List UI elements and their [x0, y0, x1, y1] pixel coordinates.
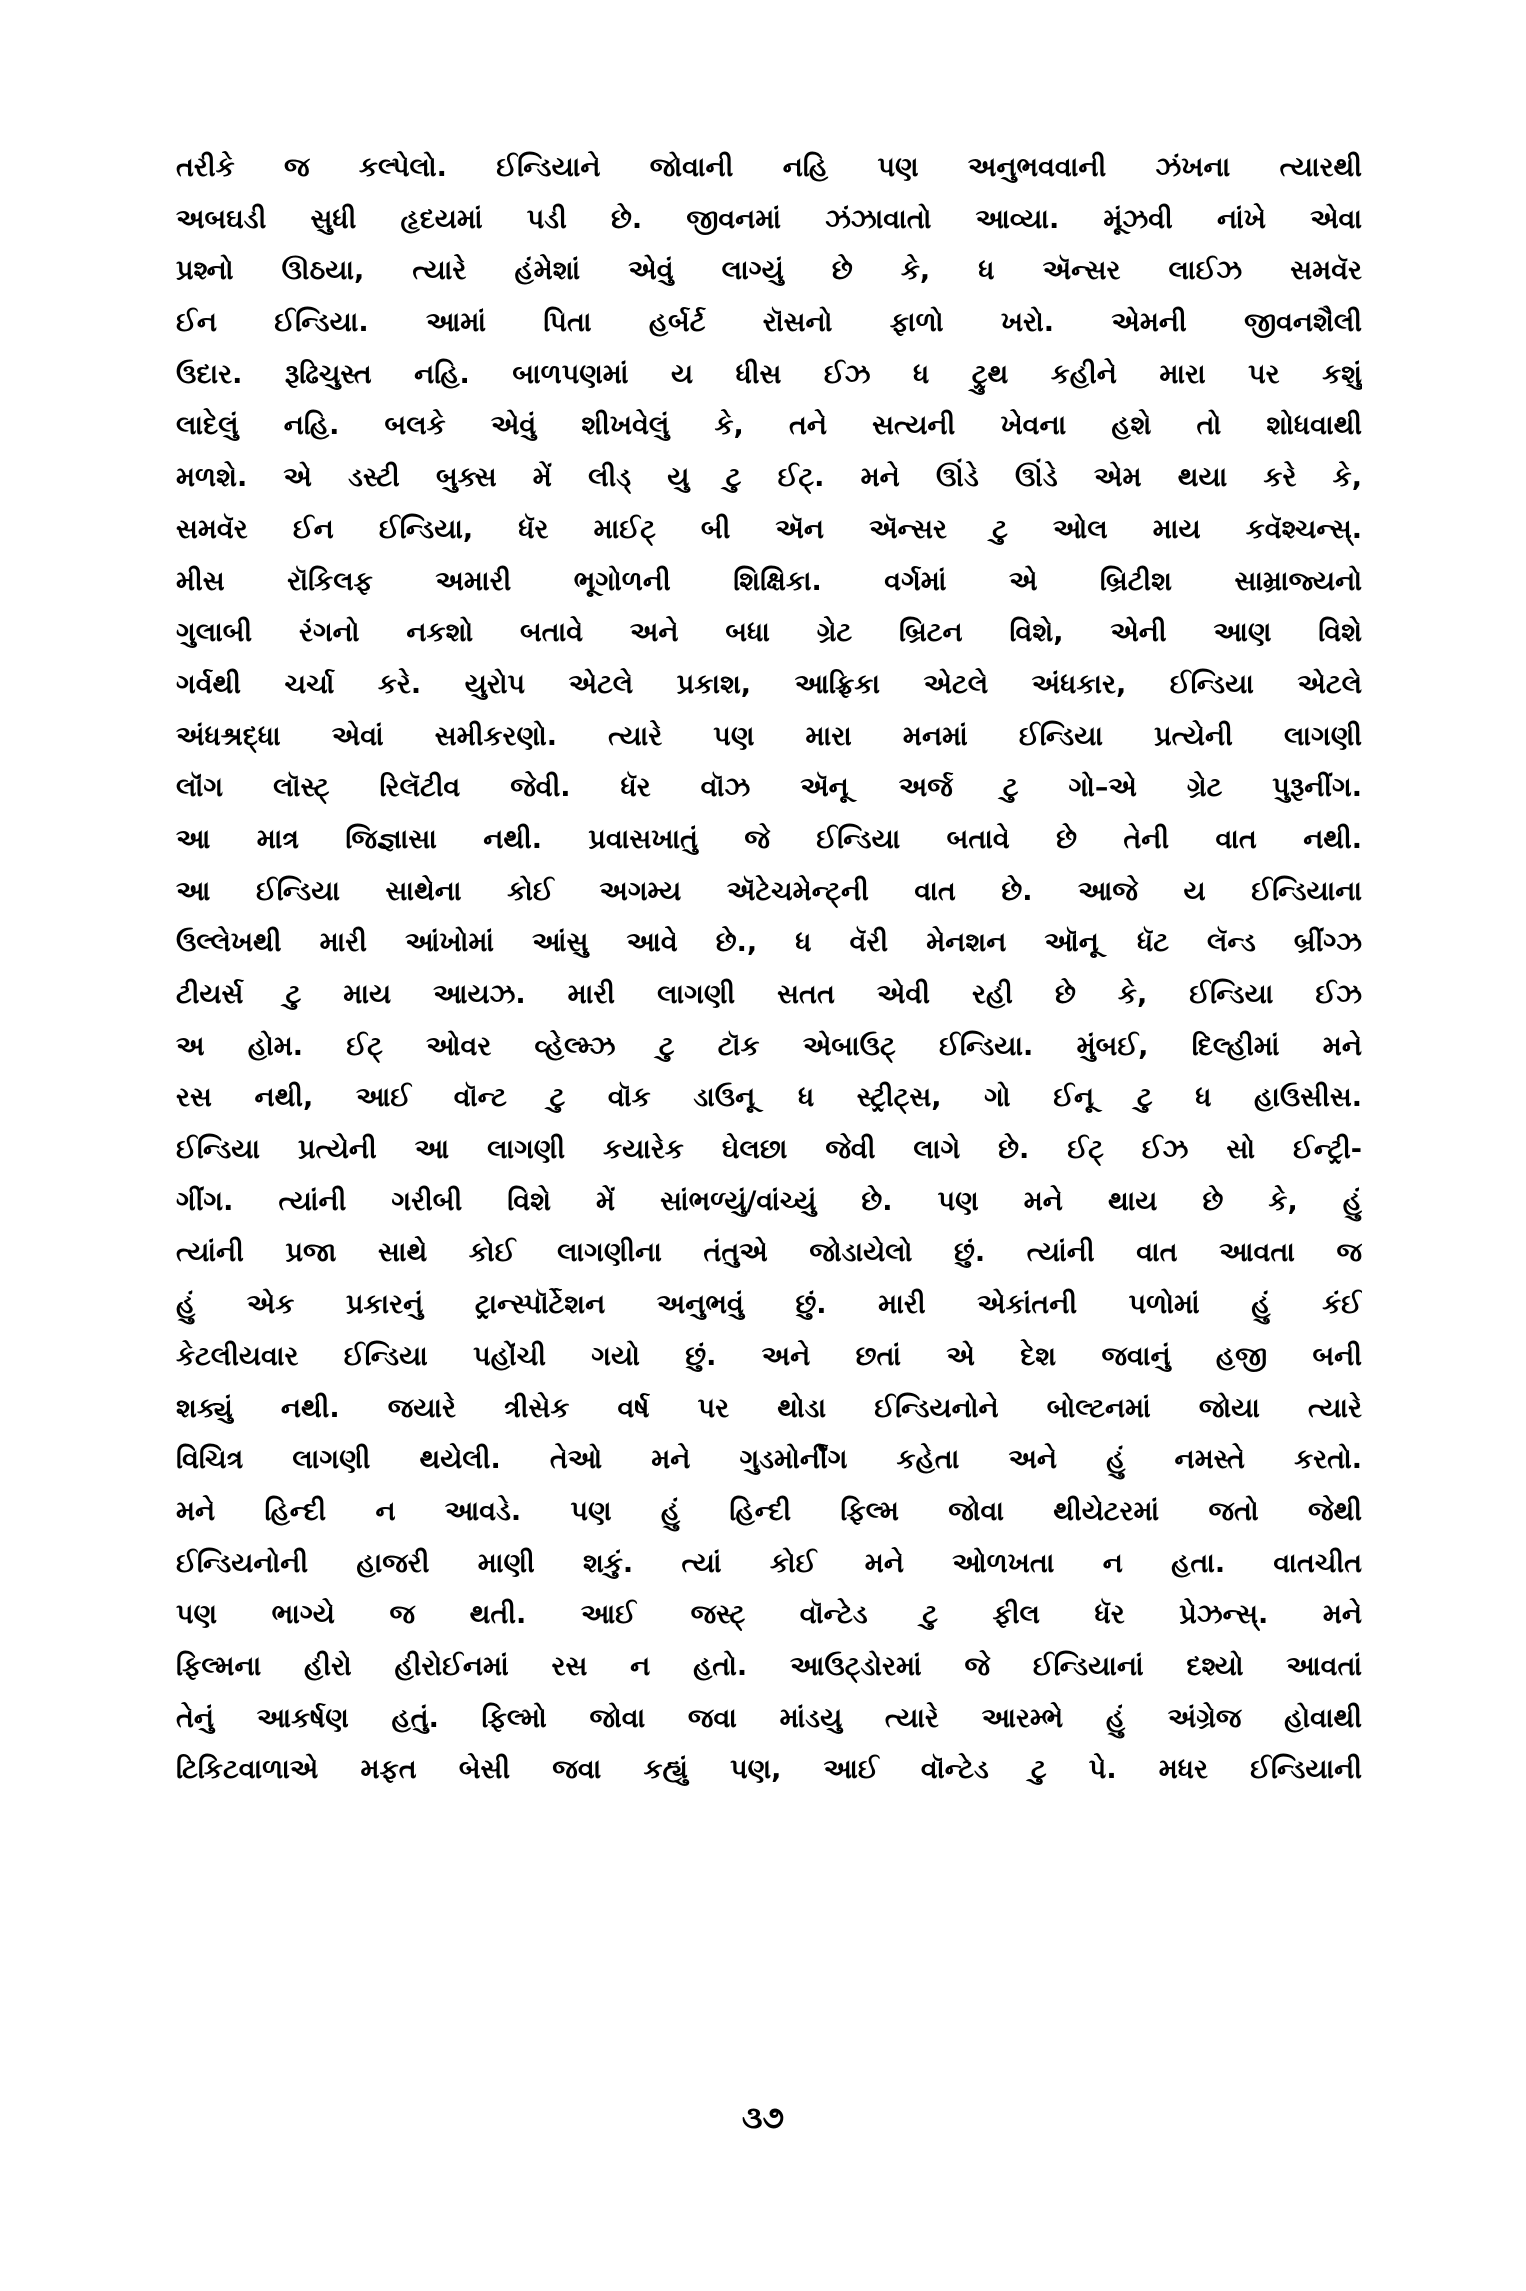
text-line: ટીયર્સ ટુ માય આયઝ. મારી લાગણી સતત એવી રહી છે કે, ઈન્ડિયા ઈઝ [176, 979, 1362, 1010]
text-line: ઉલ્લેખથી મારી આંખોમાં આંસુ આવે છે., ધ વૅરી મેનશન ઑનૂ ધૅટ લૅન્ડ બ્રીંગ્ઝ [176, 927, 1362, 959]
text-line: આ ઈન્ડિયા સાથેના કોઈ અગમ્ય ઍટેચમેન્ટ્ની વાત છે. આજે ય ઈન્ડિયાના [176, 875, 1362, 907]
text-line: મને હિન્દી ન આવડે. પણ હું હિન્દી ફિલ્મ જોવા થીયેટરમાં જતો જેથી [176, 1495, 1362, 1527]
text-line: ગીંગ. ત્યાંની ગરીબી વિશે મેં સાંભળ્યું/વાંચ્યું છે. પણ મને થાય છે કે, હું [176, 1185, 1362, 1217]
text-line: મળશે. એ ડસ્ટી બુક્સ મેં લીડ્ યુ ટુ ઈટ્. મને ઊંડે ઊંડે એમ થયા કરે કે, [176, 462, 1362, 494]
text-line: ઉદાર. રૂઢિચુસ્ત નહિ. બાળપણમાં ય ધીસ ઈઝ ધ ટ્રુથ કહીને મારા પર કશું [176, 358, 1362, 390]
page-number: ૩૭ [741, 2100, 785, 2136]
text-line: ટિકિટવાળાએ મફત બેસી જવા કહ્યું પણ, આઈ વૉન્ટેડ ટુ પે. મધર ઈન્ડિયાની [176, 1754, 1362, 1786]
text-line: તરીકે જ કલ્પેલો. ઈન્ડિયાને જોવાની નહિ પણ અનુભવવાની ઝંખના ત્યારથી [176, 152, 1362, 183]
text-line: ગુલાબી રંગનો નકશો બતાવે અને બધા ગ્રેટ બ્રિટન વિશે, એની આણ વિશે [176, 617, 1362, 649]
text-line: અબઘડી સુધી હૃદયમાં પડી છે. જીવનમાં ઝંઝાવાતો આવ્યા. મૂંઝવી નાંખે એવા [176, 203, 1362, 235]
text-line: તેનું આકર્ષણ હતું. ફિલ્મો જોવા જવા માંડયુ ત્યારે આરમ્ભે હું અંગ્રેજ હોવાથી [176, 1702, 1362, 1734]
text-line: હું એક પ્રકારનું ટ્રાન્સ્પૉર્ટેશન અનુભવું છું. મારી એકાંતની પળોમાં હું કંઈ [176, 1289, 1362, 1321]
text-line: ઈન્ડિયનોની હાજરી માણી શકું. ત્યાં કોઈ મને ઓળખતા ન હતા. વાતચીત [176, 1547, 1362, 1579]
text-line: આ માત્ર જિજ્ઞાસા નથી. પ્રવાસખાતું જે ઈન્ડિયા બતાવે છે તેની વાત નથી. [176, 823, 1362, 855]
text-line: ઈન ઈન્ડિયા. આમાં પિતા હર્બર્ટ રૉસનો ફાળો ખરો. એમની જીવનશૈલી [176, 307, 1362, 339]
text-line: પણ ભાગ્યે જ થતી. આઈ જસ્ટ્ વૉન્ટેડ ટુ ફીલ ધૅર પ્રેઝન્સ્. મને [176, 1599, 1362, 1631]
text-line: અંધશ્રદ્ધા એવાં સમીકરણો. ત્યારે પણ મારા મનમાં ઈન્ડિયા પ્રત્યેની લાગણી [176, 720, 1362, 752]
text-line: વિચિત્ર લાગણી થયેલી. તેઓ મને ગુડમોર્નીંગ કહેતા અને હું નમસ્તે કરતો. [176, 1444, 1362, 1476]
text-line: કેટલીયવાર ઈન્ડિયા પહોંચી ગયો છું. અને છતાં એ દેશ જવાનું હજી બની [176, 1340, 1362, 1372]
text-line: લાદેલું નહિ. બલકે એવું શીખવેલું કે, તને સત્યની ખેવના હશે તો શોધવાથી [176, 410, 1362, 442]
text-line: શક્યું નથી. જયારે ત્રીસેક વર્ષ પર થોડા ઈન્ડિયનોને બોલ્ટનમાં જોયા ત્યારે [176, 1392, 1362, 1424]
text-line: પ્રશ્નો ઊઠયા, ત્યારે હંમેશાં એવું લાગ્યું છે કે, ધ ઍન્સર લાઈઝ સમવૅર [176, 255, 1362, 287]
text-line: રસ નથી, આઈ વૉન્ટ ટુ વૉક ડાઉનૂ ધ સ્ટ્રીટ્સ, ગો ઈનૂ ટુ ધ હાઉસીસ. [176, 1082, 1362, 1114]
text-line: લૉંગ લૉસ્ટ્ રિલૅટીવ જેવી. ધૅર વૉઝ ઍનૂ અર્જ ટુ ગો–એ ગ્રેટ પુરૂનીંગ. [176, 772, 1362, 804]
text-line: સમવૅર ઈન ઈન્ડિયા, ધૅર માઈટ્ બી ઍન ઍન્સર ટુ ઓલ માય કવૅશ્ચન્સ્. [176, 513, 1362, 545]
text-line: ત્યાંની પ્રજા સાથે કોઈ લાગણીના તંતુએ જોડાયેલો છું. ત્યાંની વાત આવતા જ [176, 1237, 1362, 1269]
text-line: ઈન્ડિયા પ્રત્યેની આ લાગણી કયારેક ઘેલછા જેવી લાગે છે. ઈટ્ ઈઝ સો ઈન્ટ્રી- [176, 1134, 1362, 1166]
text-line: અ હોમ. ઈટ્ ઓવર વ્હેલ્મ્ઝ ટુ ટૉક એબાઉટ્ ઈન્ડિયા. મુંબઈ, દિલ્હીમાં મને [176, 1030, 1362, 1062]
body-text [176, 142, 1362, 1796]
text-line: ફિલ્મના હીરો હીરોઈનમાં રસ ન હતો. આઉટ્ડોરમાં જે ઈન્ડિયાનાં દશ્યો આવતાં [176, 1650, 1362, 1682]
text-line: ગર્વથી ચર્ચા કરે. યુરોપ એટલે પ્રકાશ, આફ્રિકા એટલે અંધકાર, ઈન્ડિયા એટલે [176, 668, 1362, 700]
text-line: મીસ રૉકિલફ અમારી ભૂગોળની શિક્ષિકા. વર્ગમાં એ બ્રિટીશ સામ્રાજ્યનો [176, 565, 1362, 597]
